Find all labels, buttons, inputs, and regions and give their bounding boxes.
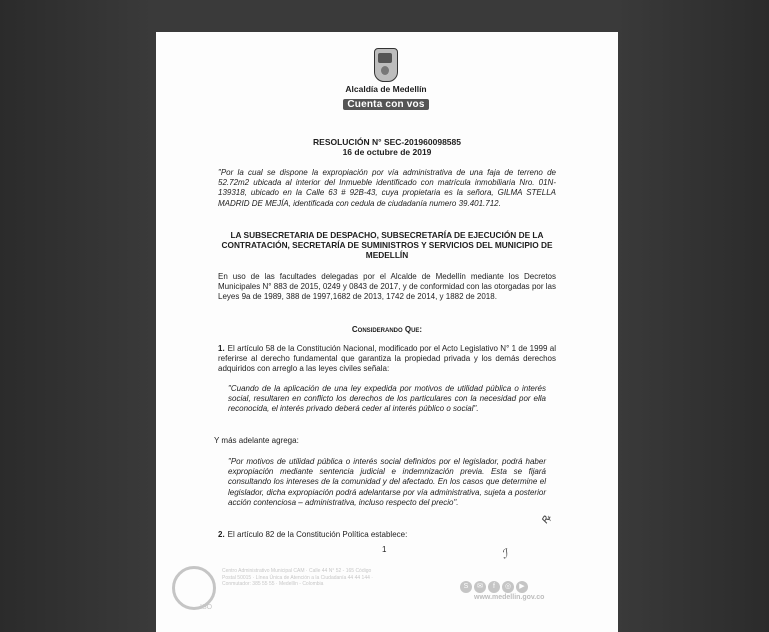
footer-website: www.medellin.gov.co [474,594,545,601]
footer-address: Centro Administrativo Municipal CAM · Calle 44 N° 52 - 165 Código Postal 50015 · Línea Única de Atención a la Ciudadanía 44 44 144 · Conmutador: 385 55 55 · Medellín - Colombia [222,568,373,587]
logo-name: Alcaldía de Medellín [345,84,427,94]
skype-icon: S [460,581,472,593]
list-item-text: El artículo 82 de la Constitución Política establece: [227,530,408,539]
list-item-text: El artículo 58 de la Constitución Nacional, modificado por el Acto Legislativo N° 1 de 1999 al referirse al derecho fundamental que garantiza la propiedad privada y los demás derechos adquiridos con arreglo a las leyes civiles señala: [218,344,556,374]
intro-paragraph: "Por la cual se dispone la expropiación por vía administrativa de una faja de terreno de 52.72m2 ubicada al interior del Inmueble identificado con matrícula inmobiliaria Nro. 01N-139318, ubicado en la Calle 63 # 92B-43, cuya propietaria es la señora, GILMA STELLA MADRID DE MEJÍA, identificada con cedula de ciudadanía numero 39.401.712. [218,168,556,208]
list-item-2 [218,530,556,540]
more-text: Y más adelante agrega: [214,436,299,445]
instagram-icon: ◎ [502,581,514,593]
youtube-icon: ▶ [516,581,528,593]
logo-slogan: Cuenta con vos [343,99,428,110]
considerando-heading: Considerando Que: [351,325,423,334]
resolution-date: 16 de octubre de 2019 [342,147,432,157]
document-page [156,32,618,632]
body-paragraph-1: En uso de las facultades delegadas por el Alcalde de Medellín mediante los Decretos Municipales N° 883 de 2015, 0249 y 0843 de 2017, y de conformidad con las otorgadas por las Leyes 9a de 1989, 388 de 1997,1682 de 2013, 1742 de 2014, y 1882 de 2018. [218,272,556,302]
page-footer [156,560,618,632]
quote-2: "Por motivos de utilidad pública o interés social definidos por el legislador, podrá haber expropiación mediante sentencia judicial e indemnización previa. Esta se fijará consultando los intereses de la comunidad y del afectado. En los casos que determine el legislador, dicha expropiación podrá adelantarse por vía administrativa, sujeta a posterior acción contenciosa – administrativa, incluso respecto del precio". [228,457,546,507]
resolution-title: RESOLUCIÓN N° SEC-201960098585 [313,137,461,147]
page-number: 1 [382,545,387,554]
coat-of-arms-icon [374,48,398,82]
list-item-number: 2. [218,530,225,539]
quote-1: "Cuando de la aplicación de una ley expedida por motivos de utilidad pública o interés social, resultaren en conflicto los derechos de los particulares con la necesidad por ella reconocida, el interés privado deberá ceder al interés público o social". [228,384,546,414]
handwritten-initial: ℐ [499,546,510,562]
alcaldia-logo [336,48,436,110]
authority-heading: LA SUBSECRETARIA DE DESPACHO, SUBSECRETARÍA DE EJECUCIÓN DE LA CONTRATACIÓN, SECRETARÍA DE SUMINISTROS Y SERVICIOS DEL MUNICIPIO DE MEDELLÍN [221,230,553,260]
social-icons [460,575,530,593]
list-item-1 [218,344,556,375]
handwritten-mark: ꝶ [536,511,554,527]
seal-label: ISO [200,604,213,611]
list-item-number: 1. [218,344,225,353]
mail-icon: ✉ [474,581,486,593]
facebook-icon: f [488,581,500,593]
